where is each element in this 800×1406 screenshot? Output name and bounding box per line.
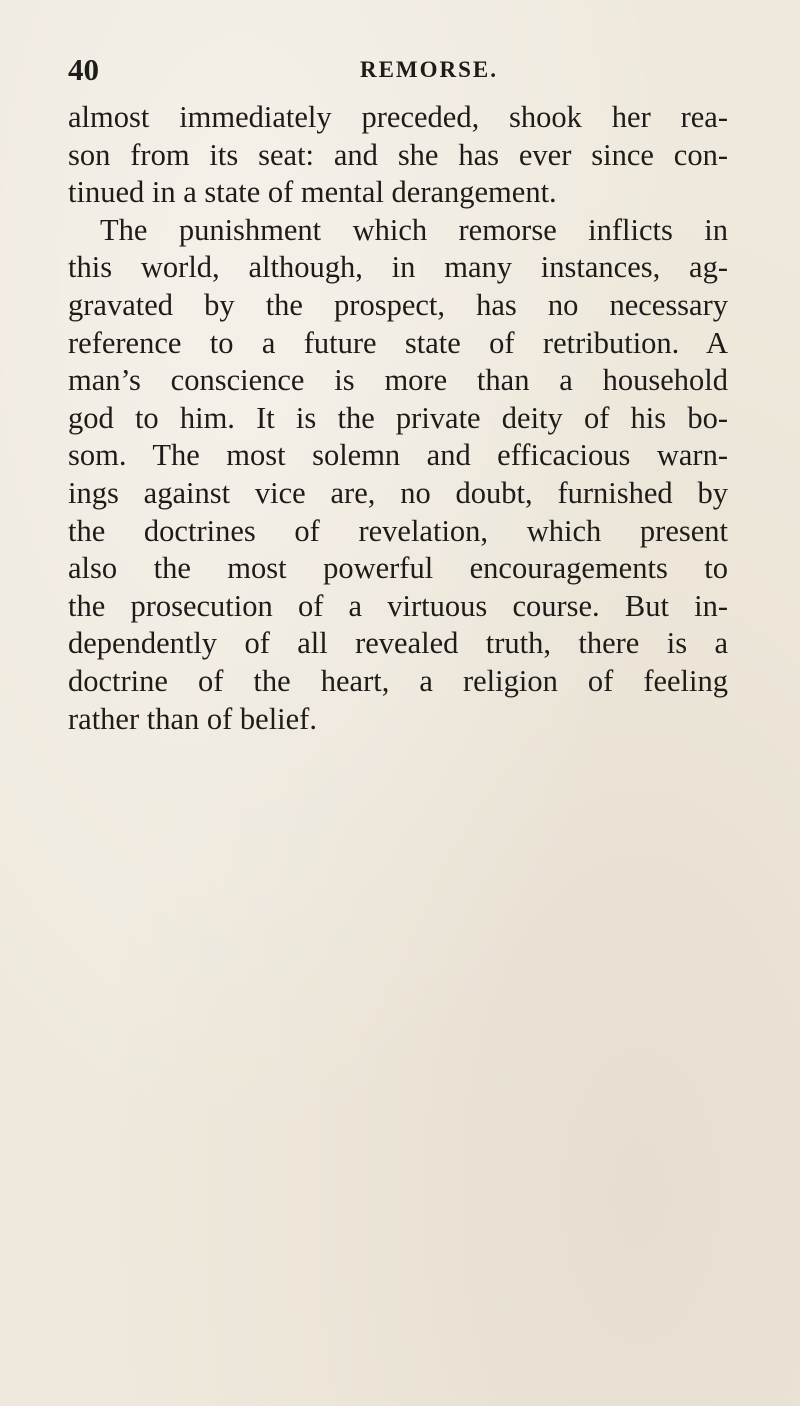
text-line: son from its seat: and she has ever since con-: [68, 137, 728, 172]
text-line: dependently of all revealed truth, there is a: [68, 626, 728, 661]
text-line: also the most powerful encouragements to: [68, 551, 728, 586]
text-line: doctrine of the heart, a religion of feeling: [68, 663, 728, 698]
text-line: man’s conscience is more than a household: [68, 363, 728, 398]
page-number: 40: [68, 52, 99, 87]
text-line: ings against vice are, no doubt, furnished by: [68, 475, 728, 510]
body-text: [68, 99, 728, 738]
page-header: [68, 50, 728, 90]
text-line: tinued in a state of mental derangement.: [68, 175, 557, 210]
text-line: the prosecution of a virtuous course. But in-: [68, 588, 728, 623]
running-head: REMORSE.: [359, 57, 499, 82]
text-line: god to him. It is the private deity of his bo-: [68, 400, 728, 435]
text-line: the doctrines of revelation, which present: [68, 513, 728, 548]
text-line: The punishment which remorse inflicts in: [100, 212, 728, 247]
text-line: almost immediately preceded, shook her rea-: [68, 100, 728, 134]
text-line: rather than of belief.: [68, 701, 317, 736]
text-line: this world, although, in many instances, ag-: [68, 250, 728, 285]
text-line: gravated by the prospect, has no necessary: [68, 287, 728, 322]
text-line: som. The most solemn and efficacious warn-: [68, 438, 728, 473]
text-line: reference to a future state of retribution. A: [68, 325, 728, 360]
